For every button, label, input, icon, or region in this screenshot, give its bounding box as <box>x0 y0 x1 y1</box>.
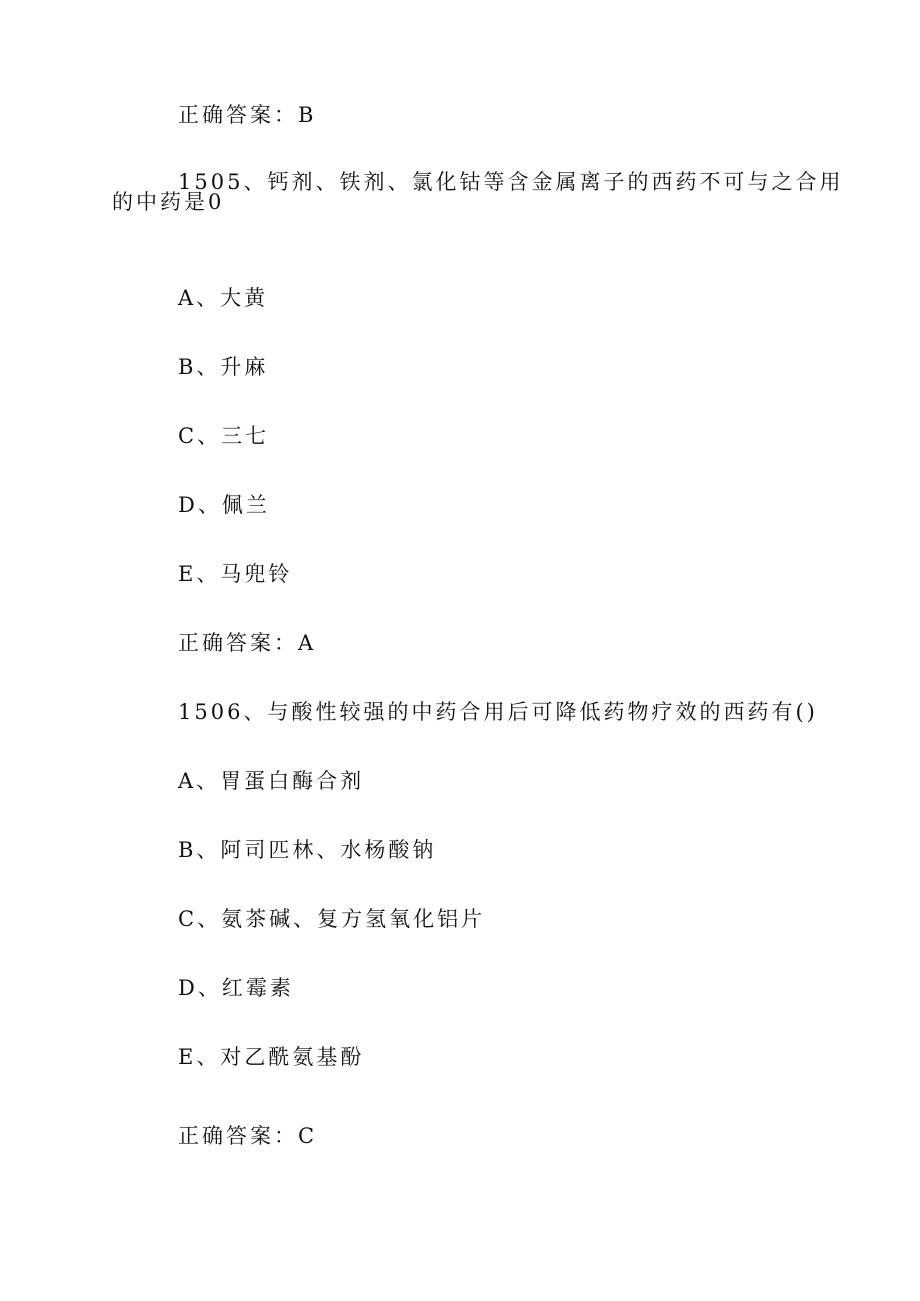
previous-answer: 正确答案：B <box>178 103 317 127</box>
question-1505-stem-line1: 1505、钙剂、铁剂、氯化钴等含金属离子的西药不可与之合用 <box>178 170 844 194</box>
question-1506-option-c: C、氨茶碱、复方氢氧化铝片 <box>178 907 486 931</box>
question-1506-option-b: B、阿司匹林、水杨酸钠 <box>178 838 437 862</box>
question-1506-option-d: D、红霉素 <box>178 976 294 1000</box>
question-1506-stem: 1506、与酸性较强的中药合用后可降低药物疗效的西药有() <box>178 700 818 724</box>
question-1505-option-c: C、三七 <box>178 424 270 448</box>
question-1505-option-e: E、马兜铃 <box>178 562 293 586</box>
question-1505-option-d: D、佩兰 <box>178 493 270 517</box>
question-1505-option-b: B、升麻 <box>178 355 269 379</box>
question-1506-option-e: E、对乙酰氨基酚 <box>178 1045 365 1069</box>
question-1506-answer: 正确答案：C <box>178 1124 318 1148</box>
question-1505-option-a: A、大黄 <box>178 286 269 310</box>
question-1505-answer: 正确答案：A <box>178 631 317 655</box>
question-1506-option-a: A、胃蛋白酶合剂 <box>178 769 365 793</box>
question-1505-stem-line2: 的中药是0 <box>112 190 225 214</box>
